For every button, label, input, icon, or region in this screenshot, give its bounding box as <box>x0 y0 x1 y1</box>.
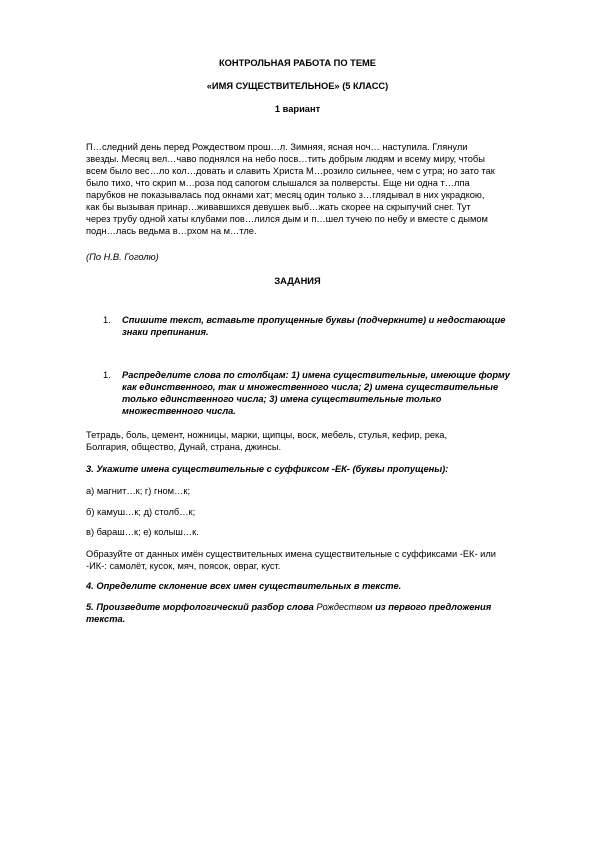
task-3-note-line: Образуйте от данных имён существительных имена существительные с суффиксами -ЕК- или <box>86 549 496 559</box>
text-line: через трубу одной хаты клубами пов…лился дым и п…шел тучею по небу и вместе с дымом <box>86 214 488 224</box>
tasks-heading: ЗАДАНИЯ <box>274 276 321 286</box>
task-2-line: множественного числа. <box>122 406 236 416</box>
task-3-heading: 3. Укажите имена существительные с суффиксом -ЕК- (буквы пропущены): <box>86 464 449 474</box>
task-2-line: только единственного числа; 3) имена существительные только <box>122 394 442 404</box>
text-line: звезды. Месяц вел…чаво поднялся на небо посв…тить добрым людям и всему миру, чтобы <box>86 154 485 164</box>
task-2-line: Распределите слова по столбцам: 1) имена существительные, имеющие форму <box>122 370 510 380</box>
text-line: как бы вызывая принар…живавшихся девушек выб…жать скорее на скрыпучий снег. Тут <box>86 202 471 212</box>
task-1-line: знаки препинания. <box>122 327 209 337</box>
task-5-line-2: текста. <box>86 614 126 624</box>
task-1-number: 1. <box>103 315 111 325</box>
task-2-line: как единственного, так и множественного числа; 2) имена существительные <box>122 382 499 392</box>
task-3-item-c: в) бараш…к; е) колыш…к. <box>86 527 199 537</box>
task-5-part2: из первого предложения <box>372 602 492 612</box>
text-line: было тихо, что скрип м…роза под сапогом слышался за полверсты. Еще ни одна т…лпа <box>86 178 470 188</box>
task-2-words-line: Болгария, общество, Дунай, страна, джинсы. <box>86 442 282 452</box>
title-line-1: КОНТРОЛЬНАЯ РАБОТА ПО ТЕМЕ <box>219 58 376 68</box>
task-2-words-line: Тетрадь, боль, цемент, ножницы, марки, щипцы, воск, мебель, стулья, кефир, река, <box>86 430 448 440</box>
text-line: всем было вес…ло кол…довать и славить Христа М…розило сильнее, чем с утра; но зато так <box>86 166 495 176</box>
text-line: парубков не показывалась под окнами хат; месяц один только з…глядывал в них украдкою, <box>86 190 485 200</box>
task-4: 4. Определите склонение всех имен существительных в тексте. <box>86 581 402 591</box>
text-line: подн…лась ведьма в…рхом на м…тле. <box>86 226 257 236</box>
text-line: П…следний день перед Рождеством прош…л. Зимняя, ясная ноч… наступила. Глянули <box>86 142 468 152</box>
title-line-2: «ИМЯ СУЩЕСТВИТЕЛЬНОЕ» (5 КЛАСС) <box>206 81 389 91</box>
task-5-line <box>86 601 531 613</box>
task-1-line: Спишите текст, вставьте пропущенные буквы (подчеркните) и недостающие <box>122 315 506 325</box>
task-3-item-b: б) камуш…к; д) столб…к; <box>86 507 196 517</box>
variant-label: 1 вариант <box>274 104 321 114</box>
task-3-note-line: -ИК-: самолёт, кусок, мяч, поясок, овраг, куст. <box>86 561 281 571</box>
task-2-number: 1. <box>103 370 111 380</box>
text-source: (По Н.В. Гоголю) <box>86 252 159 262</box>
task-5-word: Рождеством <box>316 602 373 612</box>
task-3-item-a: а) магнит…к; г) гном…к; <box>86 486 191 496</box>
task-5-part1: 5. Произведите морфологический разбор слова <box>86 602 317 612</box>
